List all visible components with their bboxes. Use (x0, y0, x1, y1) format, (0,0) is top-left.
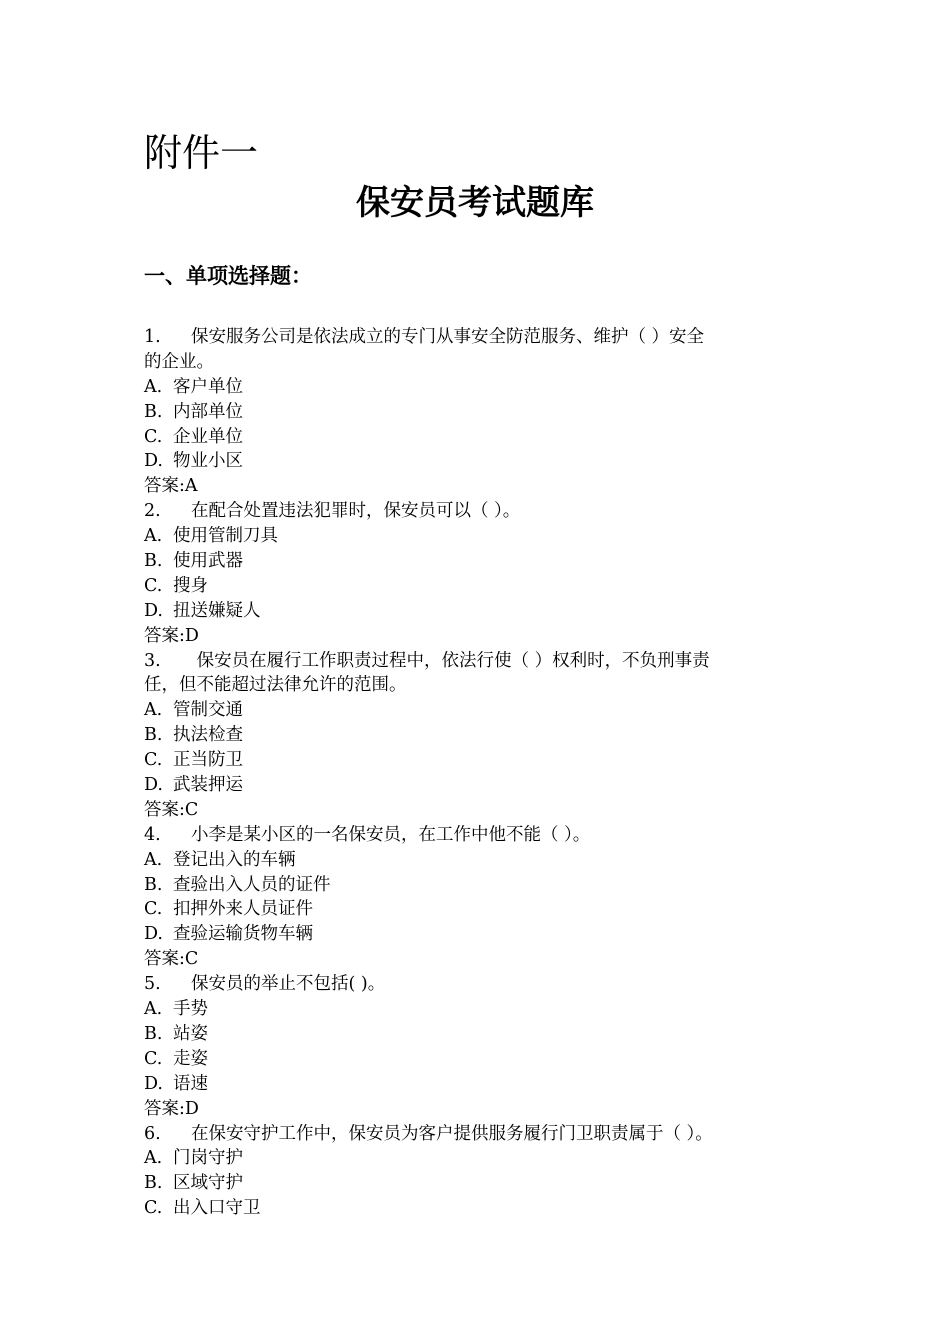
option-text: 语速 (173, 1073, 208, 1094)
option-item (144, 922, 816, 947)
option-text: 查验运输货物车辆 (173, 924, 313, 945)
question-text: 保安服务公司是依法成立的专门从事安全防范服务、维护（ ）安全 (191, 327, 705, 347)
question-number: 3. (144, 650, 161, 671)
answer-label: 答案: (144, 476, 185, 497)
option-text: 管制交通 (173, 700, 243, 721)
answer-value: A (184, 476, 198, 497)
option-letter: C. (144, 750, 163, 771)
option-item (144, 375, 816, 400)
option-letter: B. (144, 401, 163, 422)
question-text: 保安员在履行工作职责过程中，依法行使（ ）权利时，不负刑事责 (191, 650, 710, 671)
option-letter: C. (144, 1048, 163, 1069)
question-number: 5. (144, 974, 161, 995)
option-item (144, 449, 816, 474)
answer-value: C (184, 949, 199, 970)
question-number: 1. (144, 327, 161, 347)
question-item (144, 1122, 816, 1222)
question-list (144, 325, 816, 1221)
question-stem (144, 972, 816, 997)
option-letter: A. (144, 700, 163, 721)
option-text: 走姿 (173, 1048, 208, 1069)
option-letter: B. (144, 874, 163, 895)
question-stem (144, 499, 816, 524)
option-letter: C. (144, 575, 163, 596)
question-number: 4. (144, 824, 161, 845)
option-letter: C. (144, 426, 163, 447)
option-item (144, 425, 816, 450)
section-title: 一、单项选择题： (144, 264, 312, 288)
option-item (144, 599, 816, 624)
option-letter: A. (144, 526, 163, 547)
question-stem (144, 1122, 816, 1147)
option-text: 执法检查 (173, 725, 243, 746)
option-item (144, 1171, 816, 1196)
question-text: 小李是某小区的一名保安员，在工作中他不能（ ）。 (191, 824, 591, 845)
answer-value: D (184, 1098, 199, 1119)
question-stem (144, 649, 816, 674)
option-item (144, 723, 816, 748)
option-text: 内部单位 (173, 401, 243, 422)
option-item (144, 698, 816, 723)
option-letter: B. (144, 551, 163, 572)
option-letter: D. (144, 924, 163, 945)
option-letter: C. (144, 1198, 163, 1219)
option-text: 门岗守护 (173, 1148, 243, 1169)
attachment-label: 附件一 (144, 131, 259, 175)
option-letter: B. (144, 1173, 163, 1194)
question-text-continued: 任，但不能超过法律允许的范围。 (144, 675, 407, 696)
answer-label: 答案: (144, 799, 185, 820)
option-item (144, 574, 816, 599)
question-item (144, 972, 816, 1121)
answer-value: D (184, 625, 199, 646)
option-text: 查验出入人员的证件 (173, 874, 331, 895)
option-text: 武装押运 (173, 775, 243, 796)
answer-line (144, 947, 816, 972)
option-item (144, 748, 816, 773)
answer-line (144, 798, 816, 823)
option-text: 物业小区 (173, 451, 243, 472)
option-text: 企业单位 (173, 426, 243, 447)
question-item (144, 649, 816, 823)
answer-line (144, 624, 816, 649)
answer-line (144, 1097, 816, 1122)
option-text: 手势 (173, 999, 208, 1020)
answer-label: 答案: (144, 1098, 185, 1119)
option-text: 搜身 (173, 575, 208, 596)
option-item (144, 848, 816, 873)
question-item (144, 325, 816, 499)
option-item (144, 873, 816, 898)
option-item (144, 997, 816, 1022)
option-item (144, 897, 816, 922)
option-item (144, 549, 816, 574)
option-letter: A. (144, 849, 163, 870)
option-item (144, 1072, 816, 1097)
option-text: 出入口守卫 (173, 1198, 261, 1219)
question-stem (144, 823, 816, 848)
question-text: 保安员的举止不包括( )。 (191, 974, 386, 995)
option-text: 使用武器 (173, 551, 243, 572)
option-letter: D. (144, 1073, 163, 1094)
option-text: 扭送嫌疑人 (173, 600, 261, 621)
option-text: 使用管制刀具 (173, 526, 278, 547)
option-item (144, 773, 816, 798)
option-letter: A. (144, 376, 163, 397)
option-text: 正当防卫 (173, 750, 243, 771)
option-item (144, 524, 816, 549)
option-letter: B. (144, 725, 163, 746)
question-stem (144, 325, 816, 350)
answer-line (144, 474, 816, 499)
option-text: 登记出入的车辆 (173, 849, 296, 870)
answer-label: 答案: (144, 949, 185, 970)
option-text: 站姿 (173, 1023, 208, 1044)
question-text-continued: 的企业。 (144, 351, 214, 372)
question-text: 在配合处置违法犯罪时，保安员可以（ ）。 (191, 501, 521, 522)
option-letter: D. (144, 775, 163, 796)
option-item (144, 1146, 816, 1171)
option-letter: A. (144, 999, 163, 1020)
question-number: 6. (144, 1123, 161, 1144)
option-letter: C. (144, 899, 163, 920)
option-item (144, 1196, 816, 1221)
question-item (144, 823, 816, 972)
option-letter: A. (144, 1148, 163, 1169)
answer-label: 答案: (144, 625, 185, 646)
question-item (144, 499, 816, 648)
option-item (144, 1047, 816, 1072)
option-letter: D. (144, 600, 163, 621)
option-text: 区域守护 (173, 1173, 243, 1194)
option-item (144, 1022, 816, 1047)
option-letter: B. (144, 1023, 163, 1044)
option-item (144, 400, 816, 425)
document-title: 保安员考试题库 (356, 183, 594, 223)
option-letter: D. (144, 451, 163, 472)
question-number: 2. (144, 501, 161, 522)
option-text: 扣押外来人员证件 (173, 899, 313, 920)
question-text: 在保安守护工作中，保安员为客户提供服务履行门卫职责属于（ ）。 (191, 1123, 713, 1144)
answer-value: C (184, 799, 199, 820)
option-text: 客户单位 (173, 376, 243, 397)
